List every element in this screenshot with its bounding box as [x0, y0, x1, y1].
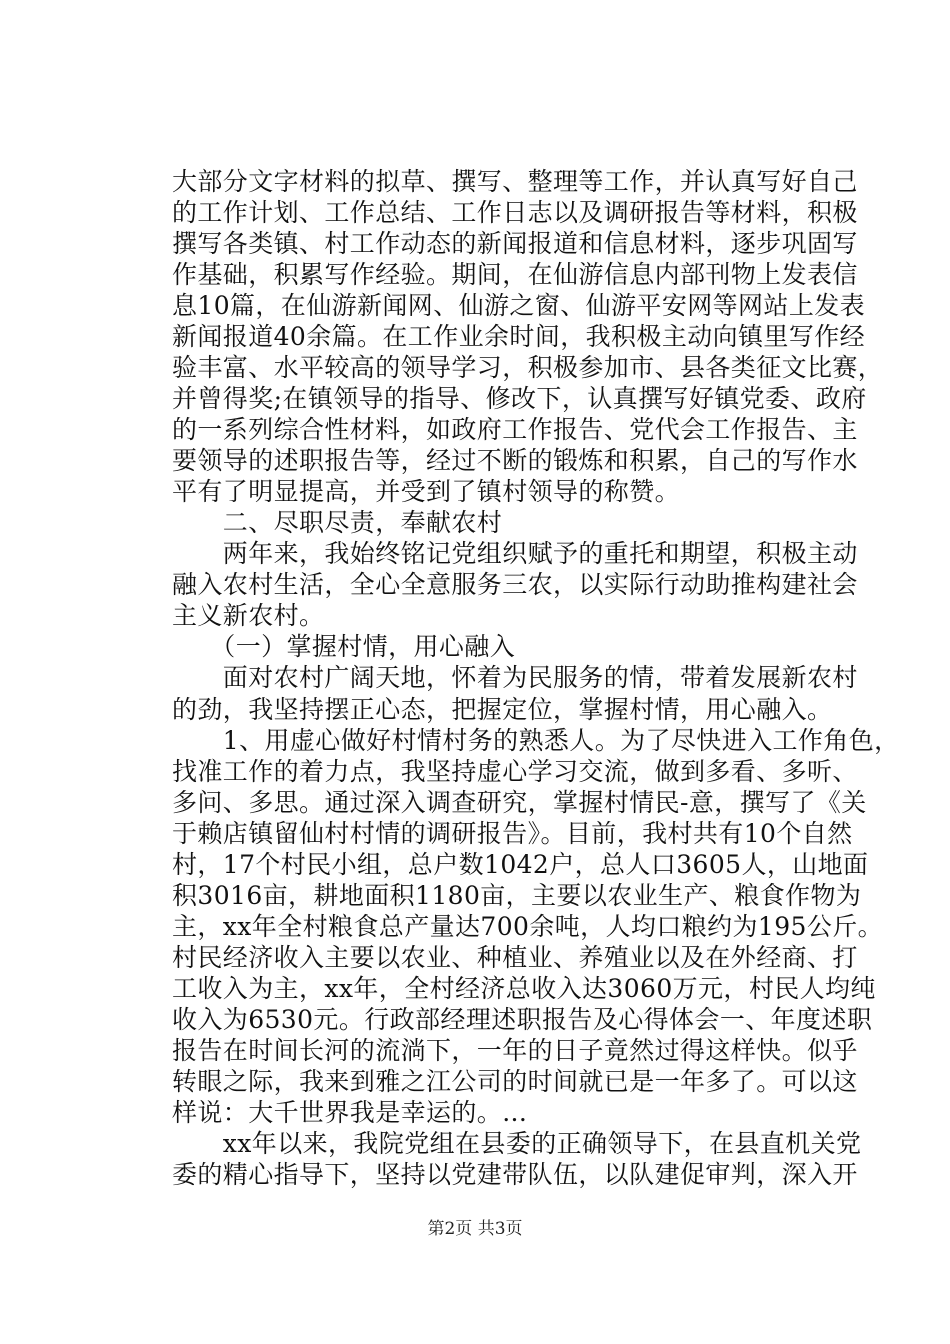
body-text-line: 平有了明显提高，并受到了镇村领导的称赞。: [172, 477, 681, 507]
body-text-line: 村，17个村民小组，总户数1042户，总人口3605人，山地面: [172, 849, 869, 879]
body-text-line: 村民经济收入主要以农业、种植业、养殖业以及在外经商、打: [172, 942, 858, 972]
body-text-line: 找准工作的着力点，我坚持虚心学习交流，做到多看、多听、: [172, 756, 858, 786]
body-text-line: 的劲，我坚持摆正心态，把握定位，掌握村情，用心融入。: [172, 694, 833, 724]
body-text-line: 报告在时间长河的流淌下，一年的日子竟然过得这样快。似乎: [172, 1035, 858, 1065]
body-text-line: 委的精心指导下，坚持以党建带队伍，以队建促审判，深入开: [172, 1159, 858, 1189]
body-text-line: 多问、多思。通过深入调查研究，掌握村情民-意，撰写了《关: [172, 787, 867, 817]
body-text-line: 的一系列综合性材料，如政府工作报告、党代会工作报告、主: [172, 415, 858, 445]
body-text-line: 新闻报道40余篇。在工作业余时间，我积极主动向镇里写作经: [172, 322, 866, 352]
body-text-line: 要领导的述职报告等，经过不断的锻炼和积累，自己的写作水: [172, 446, 858, 476]
body-text-line: 1、用虚心做好村情村务的熟悉人。为了尽快进入工作角色，: [172, 725, 900, 755]
body-text-line: 的工作计划、工作总结、工作日志以及调研报告等材料，积极: [172, 198, 858, 228]
body-text-line: 收入为6530元。行政部经理述职报告及心得体会一、年度述职: [172, 1004, 873, 1034]
subsection-heading: （一）掌握村情，用心融入: [172, 632, 516, 662]
body-text-line: xx年以来，我院党组在县委的正确领导下，在县直机关党: [172, 1128, 862, 1158]
body-text-line: 验丰富、水平较高的领导学习，积极参加市、县各类征文比赛，: [172, 353, 884, 383]
body-text-line: 主，xx年全村粮食总产量达700余吨，人均口粮约为195公斤。: [172, 911, 884, 941]
section-heading: 二、尽职尽责，奉献农村: [172, 508, 503, 538]
body-text-line: 两年来，我始终铭记党组织赋予的重托和期望，积极主动: [172, 539, 858, 569]
body-text-line: 大部分文字材料的拟草、撰写、整理等工作，并认真写好自己: [172, 167, 858, 196]
body-text-line: 转眼之际，我来到雅之江公司的时间就已是一年多了。可以这: [172, 1066, 858, 1096]
body-text-line: 并曾得奖;在镇领导的指导、修改下，认真撰写好镇党委、政府: [172, 384, 867, 414]
body-text-line: 撰写各类镇、村工作动态的新闻报道和信息材料，逐步巩固写: [172, 229, 858, 259]
body-text-line: 于赖店镇留仙村村情的调研报告》。目前，我村共有10个自然: [172, 818, 853, 848]
body-text-line: 工收入为主，xx年，全村经济总收入达3060万元，村民人均纯: [172, 973, 876, 1003]
body-text-line: 主义新农村。: [172, 601, 325, 631]
body-text-line: 积3016亩，耕地面积1180亩，主要以农业生产、粮食作物为: [172, 880, 862, 910]
body-text-line: 作基础，积累写作经验。期间，在仙游信息内部刊物上发表信: [172, 260, 858, 290]
body-text-line: 面对农村广阔天地，怀着为民服务的情，带着发展新农村: [172, 663, 858, 693]
body-text-line: 息10篇，在仙游新闻网、仙游之窗、仙游平安网等网站上发表: [172, 291, 866, 321]
body-text-line: 融入农村生活，全心全意服务三农，以实际行动助推构建社会: [172, 570, 858, 600]
body-text-line: 样说：大千世界我是幸运的。...: [172, 1097, 528, 1127]
page-number-footer: 第2页 共3页: [427, 1219, 523, 1239]
